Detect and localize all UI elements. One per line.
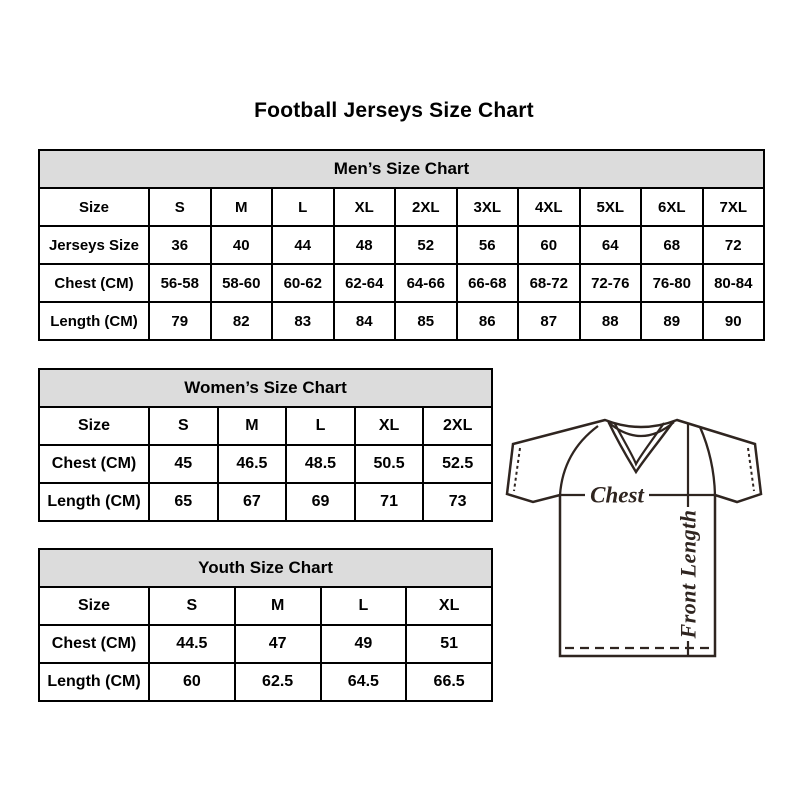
value-cell: 64 [580,226,642,264]
row-label: Jerseys Size [39,226,149,264]
womens-size-table-grid [38,368,493,522]
value-cell: 60 [149,663,235,701]
row-label: Size [39,407,149,445]
value-cell: 56 [457,226,519,264]
value-cell: 60 [518,226,580,264]
value-cell: 65 [149,483,218,521]
value-cell: 88 [580,302,642,340]
value-cell: 82 [211,302,273,340]
value-cell: 3XL [457,188,519,226]
value-cell: XL [355,407,424,445]
table-row [39,188,764,226]
table-row [39,625,492,663]
mens-size-table-grid [38,149,765,341]
jersey-measurement-diagram [505,404,765,664]
front-length-measure-label: Front Length [675,509,701,639]
table-title: Men’s Size Chart [39,150,764,188]
value-cell: 87 [518,302,580,340]
value-cell: 64.5 [321,663,407,701]
value-cell: 46.5 [218,445,287,483]
value-cell: M [211,188,273,226]
table-row [39,302,764,340]
table-header-row [39,369,492,407]
table-header-row [39,549,492,587]
row-label: Size [39,188,149,226]
value-cell: 76-80 [641,264,703,302]
value-cell: 49 [321,625,407,663]
table-row [39,663,492,701]
value-cell: 66-68 [457,264,519,302]
value-cell: 79 [149,302,211,340]
table-row [39,407,492,445]
value-cell: XL [406,587,492,625]
value-cell: 48.5 [286,445,355,483]
mens-size-table [38,149,765,341]
value-cell: L [272,188,334,226]
row-label: Chest (CM) [39,445,149,483]
value-cell: M [218,407,287,445]
value-cell: 83 [272,302,334,340]
womens-size-table [38,368,493,522]
value-cell: 72-76 [580,264,642,302]
table-title: Youth Size Chart [39,549,492,587]
value-cell: M [235,587,321,625]
value-cell: 40 [211,226,273,264]
value-cell: 66.5 [406,663,492,701]
value-cell: 48 [334,226,396,264]
value-cell: 90 [703,302,765,340]
value-cell: 68 [641,226,703,264]
value-cell: 56-58 [149,264,211,302]
jersey-outline [507,420,761,656]
row-label: Size [39,587,149,625]
value-cell: 68-72 [518,264,580,302]
value-cell: 89 [641,302,703,340]
value-cell: 2XL [395,188,457,226]
page-title: Football Jerseys Size Chart [254,99,534,122]
value-cell: 80-84 [703,264,765,302]
value-cell: 44.5 [149,625,235,663]
value-cell: 52 [395,226,457,264]
value-cell: 6XL [641,188,703,226]
value-cell: 51 [406,625,492,663]
value-cell: 69 [286,483,355,521]
value-cell: S [149,407,218,445]
value-cell: S [149,188,211,226]
value-cell: 72 [703,226,765,264]
value-cell: 73 [423,483,492,521]
value-cell: 44 [272,226,334,264]
table-title: Women’s Size Chart [39,369,492,407]
table-row [39,226,764,264]
value-cell: 58-60 [211,264,273,302]
table-header-row [39,150,764,188]
value-cell: 36 [149,226,211,264]
table-row [39,587,492,625]
value-cell: 7XL [703,188,765,226]
value-cell: 71 [355,483,424,521]
value-cell: 4XL [518,188,580,226]
value-cell: 86 [457,302,519,340]
value-cell: 47 [235,625,321,663]
value-cell: 60-62 [272,264,334,302]
row-label: Length (CM) [39,302,149,340]
value-cell: 85 [395,302,457,340]
youth-size-table [38,548,493,702]
value-cell: 64-66 [395,264,457,302]
value-cell: 67 [218,483,287,521]
value-cell: 62.5 [235,663,321,701]
value-cell: 2XL [423,407,492,445]
value-cell: 62-64 [334,264,396,302]
table-row [39,445,492,483]
youth-size-table-grid [38,548,493,702]
table-row [39,264,764,302]
row-label: Length (CM) [39,483,149,521]
value-cell: S [149,587,235,625]
value-cell: 5XL [580,188,642,226]
value-cell: L [321,587,407,625]
row-label: Length (CM) [39,663,149,701]
value-cell: 84 [334,302,396,340]
value-cell: L [286,407,355,445]
row-label: Chest (CM) [39,264,149,302]
row-label: Chest (CM) [39,625,149,663]
chest-measure-label: Chest [590,482,644,508]
value-cell: 45 [149,445,218,483]
value-cell: 50.5 [355,445,424,483]
value-cell: 52.5 [423,445,492,483]
value-cell: XL [334,188,396,226]
table-row [39,483,492,521]
